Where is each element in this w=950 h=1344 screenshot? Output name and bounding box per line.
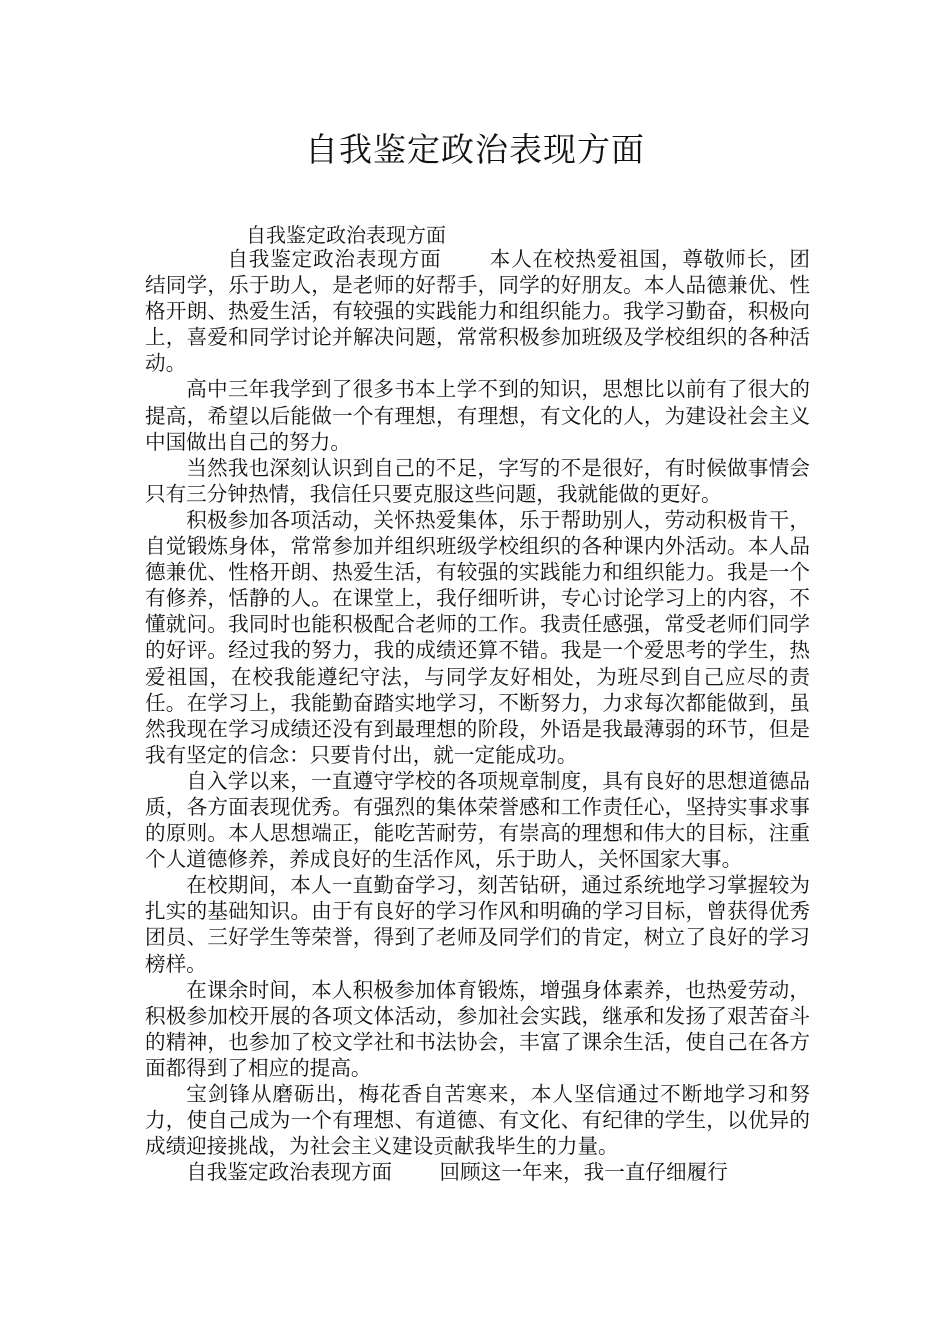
paragraph-2: 高中三年我学到了很多书本上学不到的知识，思想比以前有了很大的提高，希望以后能做一个有理想，有理想，有文化的人，为建设社会主义中国做出自己的努力。: [145, 377, 810, 454]
paragraph-9: [145, 1159, 810, 1185]
paragraph-3: 当然我也深刻认识到自己的不足，字写的不是很好，有时候做事情会只有三分钟热情，我信任只要克服这些问题，我就能做的更好。: [145, 455, 810, 506]
paragraph-4: 积极参加各项活动，关怀热爱集体，乐于帮助别人，劳动积极肯干，自觉锻炼身体，常常参加并组织班级学校组织的各种课内外活动。本人品德兼优、性格开朗、热爱生活，有较强的实践能力和组织能力。我是一个有修养，恬静的人。在课堂上，我仔细听讲，专心讨论学习上的内容，不懂就问。我同时也能积极配合老师的工作。我责任感强，常受老师们同学的好评。经过我的努力，我的成绩还算不错。我是一个爱思考的学生，热爱祖国，在校我能遵纪守法，与同学友好相处，为班尽到自己应尽的责任。在学习上，我能勤奋踏实地学习，不断努力，力求每次都能做到，虽然我现在学习成绩还没有到最理想的阶段，外语是我最薄弱的环节，但是我有坚定的信念：只要肯付出，就一定能成功。: [145, 507, 810, 767]
paragraph-9-text: 回顾这一年来，我一直仔细履行: [439, 1160, 728, 1185]
paragraph-5: 自入学以来，一直遵守学校的各项规章制度，具有良好的思想道德品质，各方面表现优秀。有强烈的集体荣誉感和工作责任心，坚持实事求事的原则。本人思想端正，能吃苦耐劳，有崇高的理想和伟大的目标，注重个人道德修养，养成良好的生活作风，乐于助人，关怀国家大事。: [145, 768, 810, 872]
paragraph-7: 在课余时间，本人积极参加体育锻炼，增强身体素养，也热爱劳动，积极参加校开展的各项文体活动，参加社会实践，继承和发扬了艰苦奋斗的精神，也参加了校文学社和书法协会，丰富了课余生活，使自己在各方面都得到了相应的提高。: [145, 977, 810, 1080]
paragraph-9-lead: 自我鉴定政治表现方面: [186, 1160, 393, 1185]
paragraph-6: 在校期间，本人一直勤奋学习，刻苦钻研，通过系统地学习掌握较为扎实的基础知识。由于有良好的学习作风和明确的学习目标，曾获得优秀团员、三好学生等荣誉，得到了老师及同学们的肯定，树立了良好的学习榜样。: [145, 873, 810, 976]
document-body: [145, 246, 810, 1185]
document-title: 自我鉴定政治表现方面: [305, 130, 645, 169]
paragraph-1-lead: 自我鉴定政治表现方面: [227, 247, 442, 271]
paragraph-1-text: 本人在校热爱祖国，尊敬师长，团结同学，乐于助人，是老师的好帮手，同学的好朋友。本人品德兼优、性格开朗、热爱生活，有较强的实践能力和组织能力。我学习勤奋，积极向上，喜爱和同学讨论并解决问题，常常积极参加班级及学校组织的各种活动。: [145, 247, 810, 376]
paragraph-1: [145, 246, 810, 376]
document-subtitle: 自我鉴定政治表现方面: [246, 223, 446, 247]
paragraph-8: 宝剑锋从磨砺出，梅花香自苦寒来，本人坚信通过不断地学习和努力，使自己成为一个有理想、有道德、有文化、有纪律的学生，以优异的成绩迎接挑战，为社会主义建设贡献我毕生的力量。: [145, 1082, 810, 1159]
